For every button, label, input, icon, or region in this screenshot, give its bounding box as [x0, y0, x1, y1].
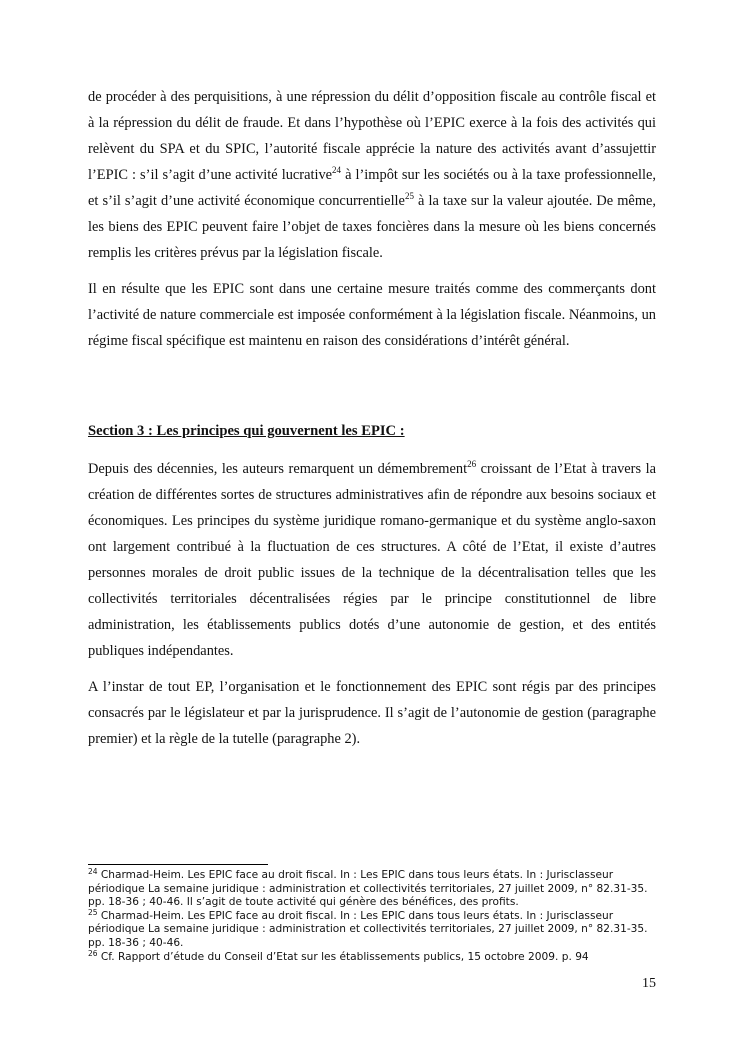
- paragraph-text: à la taxe sur la valeur ajoutée. De même, les biens des EPIC peuvent faire l’objet de taxes foncières dans la mesure où les biens concernés remplis les critères prévus par la législation fiscale.: [88, 193, 656, 261]
- footnote-number: 26: [88, 948, 98, 958]
- footnote-separator: [88, 864, 268, 865]
- paragraph-fiscal-treatment: [88, 84, 656, 266]
- section-heading: Section 3 : Les principes qui gouvernent les EPIC :: [88, 423, 405, 439]
- paragraph-text: croissant de l’Etat à travers la création de différentes sortes de structures administratives afin de répondre aux besoins sociaux et économiques. Les principes du système juridique romano-germanique et du système anglo-saxon ont largement contribué à la fluctuation de ces structures. A côté de l’Etat, il existe d’autres personnes morales de droit public issues de la technique de la décentralisation telles que les collectivités territoriales décentralisées régies par le principe constitutionnel de libre administration, les établissements publics dotés d’une autonomie de gestion, et des entités publiques indépendantes.: [88, 461, 656, 659]
- paragraph-text: de procéder à des perquisitions, à une répression du délit d’opposition fiscale au contrôle fiscal et à la répression du délit de fraude. Et dans l’hypothèse où l’EPIC exerce à la fois des activités qui relèvent du SPA et du SPIC, l’autorité fiscale apprécie la nature des activités avant d’assujettir l’EPIC : s’il s’agit d’une activité lucrative: [88, 89, 656, 183]
- paragraph-text: Depuis des décennies, les auteurs remarquent un démembrement: [88, 461, 468, 477]
- document-body: [88, 84, 656, 752]
- paragraph-principles: A l’instar de tout EP, l’organisation et le fonctionnement des EPIC sont régis par des principes consacrés par le législateur et par la jurisprudence. Il s’agit de l’autonomie de gestion (paragraphe premier) et la règle de la tutelle (paragraphe 2).: [88, 679, 656, 747]
- footnote-text: Charmad-Heim. Les EPIC face au droit fiscal. In : Les EPIC dans tous leurs états. In : Jurisclasseur périodique La semaine juridique : administration et collectivités territoriales, 27 juillet 2009, n° 82.31-35. pp. 18-36 ; 40-46.: [88, 909, 648, 949]
- page-number: 15: [642, 976, 656, 991]
- footnote-text: Cf. Rapport d’étude du Conseil d’Etat sur les établissements publics, 15 octobre 2009. p. 94: [97, 950, 589, 963]
- footnote-ref-25[interactable]: 25: [404, 191, 414, 201]
- section-spacer: [88, 364, 656, 418]
- paragraph-demembrement: [88, 456, 656, 664]
- footnote-text: Charmad-Heim. Les EPIC face au droit fiscal. In : Les EPIC dans tous leurs états. In : Jurisclasseur périodique La semaine juridique : administration et collectivités territoriales, 27 juillet 2009, n° 82.31-35. pp. 18-36 ; 40-46. Il s’agit de toute activité qui génère des bénéfices, des profits.: [88, 869, 648, 909]
- footnotes-area: [88, 864, 656, 964]
- footnote-number: 25: [88, 907, 98, 917]
- footnote-25: [88, 907, 656, 951]
- footnote-number: 24: [88, 867, 98, 876]
- footnote-ref-26[interactable]: 26: [467, 459, 477, 469]
- paragraph-text: à l’impôt sur les sociétés ou à la taxe professionnelle, et s’il s’agit d’une activité économique concurrentielle: [88, 167, 656, 209]
- paragraph-conclusion: Il en résulte que les EPIC sont dans une certaine mesure traités comme des commerçants dont l’activité de nature commerciale est imposée conformément à la législation fiscale. Néanmoins, un régime fiscal spécifique est maintenu en raison des considérations d’intérêt général.: [88, 281, 656, 349]
- footnote-ref-24[interactable]: 24: [332, 165, 342, 175]
- footnote-24: [88, 869, 656, 910]
- footnote-26: [88, 948, 656, 965]
